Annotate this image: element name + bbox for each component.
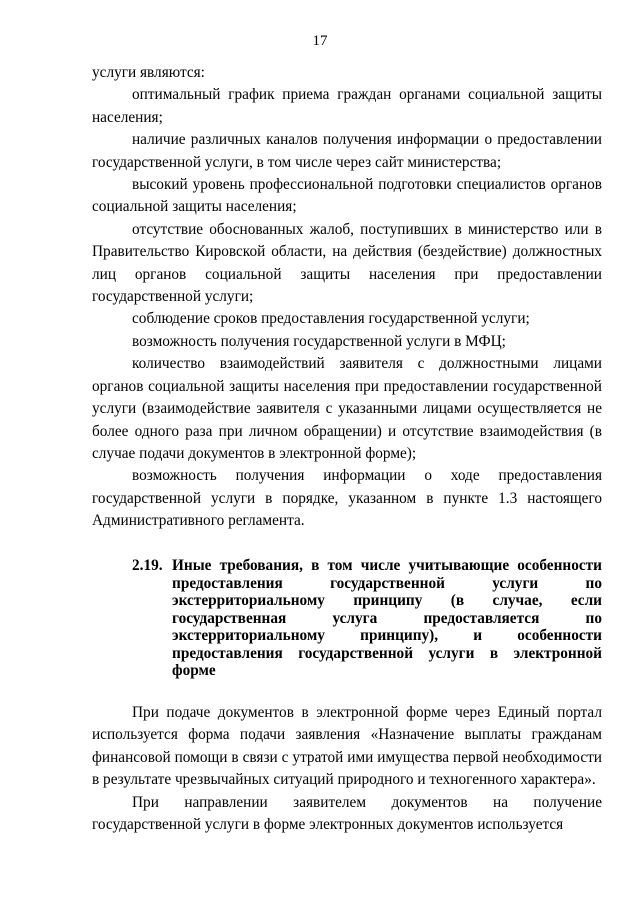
paragraph: возможность получения информации о ходе предоставления государственной услуги в порядке, указанном в пункте 1.3 настоящего Административного регламента. — [92, 467, 602, 530]
paragraph: отсутствие обоснованных жалоб, поступивших в министерство или в Правительство Кировской области, на действия (бездействие) должностных лиц органов социальной защиты населения при предоставлении государственной услуги; — [92, 220, 602, 306]
page-number: 17 — [312, 33, 328, 49]
paragraph: При подаче документов в электронной форме через Единый портал используется форма подачи заявления «Назначение выплаты гражданам финансовой помощи в связи с утратой ими имущества первой необходимости в результате чрезвычайных ситуаций природного и техногенного характера». — [92, 704, 602, 789]
paragraph: наличие различных каналов получения информации о предоставлении государственной услуги, в том числе через сайт министерства; — [92, 131, 602, 171]
body-text — [92, 62, 602, 533]
paragraph: соблюдение сроков предоставления государственной услуги; — [132, 310, 530, 328]
paragraph: услуги являются: — [92, 64, 205, 81]
section-title: Иные требования, в том числе учитывающие особенности предоставления государственной услуги по экстерриториальному принципу (в случае, если государственная услуга предоставляется по экстерриториальному принципу), и особенности предоставления государственной услуги в электронной форме — [172, 557, 602, 679]
section-number: 2.19. — [132, 557, 163, 574]
paragraph: количество взаимодействий заявителя с должностными лицами органов социальной защиты населения при предоставлении государственной услуги (взаимодействие заявителя с указанными лицами осуществляется не более одного раза при личном обращении) и отсутствие взаимодействия (в случае подачи документов в электронной форме); — [92, 355, 602, 462]
paragraph: При направлении заявителем документов на получение государственной услуги в форме электронных документов используется — [92, 793, 602, 834]
paragraph: оптимальный график приема граждан органами социальной защиты населения; — [92, 86, 602, 126]
paragraph: высокий уровень профессиональной подготовки специалистов органов социальной защиты населения; — [92, 176, 602, 216]
paragraph: возможность получения государственной услуги в МФЦ; — [132, 332, 506, 350]
section-heading — [92, 557, 602, 680]
section-body — [92, 702, 602, 836]
